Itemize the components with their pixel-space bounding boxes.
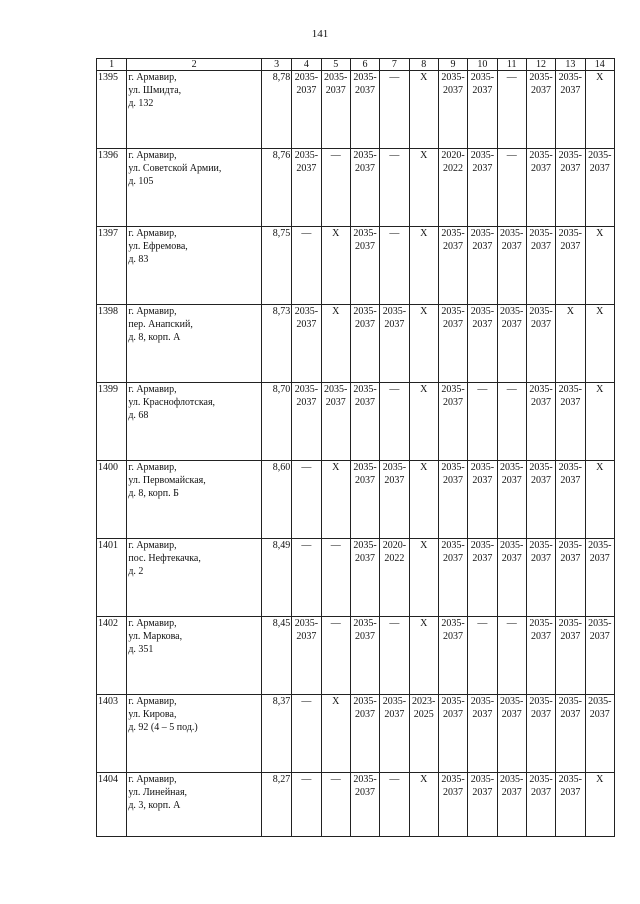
row-number: 1402	[97, 617, 127, 695]
period-cell: Х	[409, 773, 438, 837]
table-row	[97, 71, 615, 149]
registry-table	[96, 58, 615, 837]
period-cell: 2035- 2037	[438, 695, 467, 773]
period-cell: 2035- 2037	[468, 305, 497, 383]
value-cell: 8,75	[261, 227, 291, 305]
address-cell	[127, 773, 262, 837]
column-header: 7	[380, 59, 409, 71]
period-cell: 2035- 2037	[438, 461, 467, 539]
period-cell: 2035- 2037	[350, 149, 379, 227]
column-header: 12	[526, 59, 555, 71]
address-line: г. Армавир,	[128, 150, 177, 161]
period-cell: Х	[321, 227, 350, 305]
period-cell: Х	[409, 71, 438, 149]
period-cell: Х	[585, 305, 614, 383]
period-cell: 2035- 2037	[350, 305, 379, 383]
period-cell: 2035- 2037	[497, 227, 526, 305]
address-line: ул. Кирова,	[128, 709, 177, 720]
column-header: 11	[497, 59, 526, 71]
column-header: 9	[438, 59, 467, 71]
period-cell: 2035- 2037	[526, 695, 555, 773]
address-line: ул. Краснофлотская,	[128, 397, 216, 408]
table-row	[97, 227, 615, 305]
period-cell: Х	[585, 773, 614, 837]
period-cell: 2035- 2037	[526, 461, 555, 539]
address-line: г. Армавир,	[128, 384, 177, 395]
period-cell: Х	[409, 305, 438, 383]
period-cell: 2035- 2037	[468, 695, 497, 773]
address-cell	[127, 695, 262, 773]
address-line: ул. Маркова,	[128, 631, 183, 642]
period-cell: Х	[321, 305, 350, 383]
value-cell: 8,45	[261, 617, 291, 695]
period-cell: 2035- 2037	[380, 695, 409, 773]
period-cell: 2035- 2037	[556, 461, 585, 539]
period-cell: —	[321, 773, 350, 837]
table-row	[97, 773, 615, 837]
period-cell: —	[497, 617, 526, 695]
period-cell: 2035- 2037	[526, 383, 555, 461]
period-cell: 2035- 2037	[526, 617, 555, 695]
address-line: ул. Линейная,	[128, 787, 188, 798]
column-header: 1	[97, 59, 127, 71]
period-cell: Х	[409, 539, 438, 617]
period-cell: 2035- 2037	[556, 617, 585, 695]
period-cell: 2035- 2037	[497, 773, 526, 837]
table-row	[97, 149, 615, 227]
address-cell	[127, 539, 262, 617]
row-number: 1398	[97, 305, 127, 383]
period-cell: Х	[409, 227, 438, 305]
period-cell: 2035- 2037	[468, 227, 497, 305]
period-cell: —	[380, 617, 409, 695]
period-cell: 2035- 2037	[292, 383, 321, 461]
period-cell: —	[380, 71, 409, 149]
period-cell: —	[380, 773, 409, 837]
period-cell: Х	[409, 149, 438, 227]
period-cell: 2035- 2037	[438, 383, 467, 461]
value-cell: 8,76	[261, 149, 291, 227]
period-cell: 2035- 2037	[350, 773, 379, 837]
period-cell: 2035- 2037	[468, 149, 497, 227]
period-cell: 2035- 2037	[438, 617, 467, 695]
period-cell: 2020- 2022	[438, 149, 467, 227]
period-cell: 2035- 2037	[468, 461, 497, 539]
period-cell: —	[380, 383, 409, 461]
address-line: д. 92 (4 – 5 под.)	[128, 722, 198, 733]
period-cell: 2035- 2037	[556, 71, 585, 149]
period-cell: Х	[585, 71, 614, 149]
page-number: 141	[311, 28, 329, 40]
period-cell: 2035- 2037	[350, 227, 379, 305]
period-cell: Х	[585, 383, 614, 461]
value-cell: 8,73	[261, 305, 291, 383]
row-number: 1400	[97, 461, 127, 539]
period-cell: 2035- 2037	[585, 539, 614, 617]
period-cell: 2035- 2037	[350, 539, 379, 617]
column-header: 8	[409, 59, 438, 71]
period-cell: 2035- 2037	[526, 71, 555, 149]
period-cell: 2035- 2037	[468, 539, 497, 617]
period-cell: —	[497, 71, 526, 149]
address-line: г. Армавир,	[128, 228, 177, 239]
period-cell: 2035- 2037	[438, 773, 467, 837]
period-cell: —	[292, 773, 321, 837]
column-header: 14	[585, 59, 614, 71]
address-line: д. 68	[128, 410, 149, 421]
period-cell: Х	[321, 461, 350, 539]
period-cell: Х	[409, 617, 438, 695]
column-header: 10	[468, 59, 497, 71]
period-cell: 2035- 2037	[321, 383, 350, 461]
period-cell: 2035- 2037	[526, 227, 555, 305]
value-cell: 8,78	[261, 71, 291, 149]
period-cell: 2035- 2037	[556, 695, 585, 773]
address-cell	[127, 461, 262, 539]
period-cell: 2035- 2037	[350, 71, 379, 149]
address-line: д. 351	[128, 644, 154, 655]
table-row	[97, 383, 615, 461]
address-line: г. Армавир,	[128, 774, 177, 785]
address-line: г. Армавир,	[128, 696, 177, 707]
period-cell: 2035- 2037	[497, 305, 526, 383]
period-cell: 2023- 2025	[409, 695, 438, 773]
period-cell: 2035- 2037	[497, 695, 526, 773]
address-line: д. 2	[128, 566, 144, 577]
period-cell: 2035- 2037	[556, 383, 585, 461]
column-header: 5	[321, 59, 350, 71]
period-cell: —	[497, 149, 526, 227]
period-cell: —	[292, 695, 321, 773]
period-cell: 2035- 2037	[350, 461, 379, 539]
period-cell: Х	[556, 305, 585, 383]
address-line: г. Армавир,	[128, 540, 177, 551]
address-line: ул. Ефремова,	[128, 241, 188, 252]
address-line: д. 8, корп. А	[128, 332, 181, 343]
period-cell: Х	[409, 461, 438, 539]
period-cell: 2035- 2037	[292, 71, 321, 149]
address-cell	[127, 617, 262, 695]
column-header: 3	[261, 59, 291, 71]
period-cell: 2035- 2037	[350, 383, 379, 461]
period-cell: —	[321, 539, 350, 617]
address-line: д. 105	[128, 176, 154, 187]
period-cell: 2035- 2037	[526, 149, 555, 227]
address-line: ул. Шмидта,	[128, 85, 182, 96]
table-header-row	[97, 59, 615, 71]
period-cell: 2035- 2037	[556, 539, 585, 617]
period-cell: 2035- 2037	[380, 305, 409, 383]
value-cell: 8,49	[261, 539, 291, 617]
column-header: 4	[292, 59, 321, 71]
period-cell: —	[380, 149, 409, 227]
period-cell: 2035- 2037	[556, 773, 585, 837]
address-cell	[127, 227, 262, 305]
value-cell: 8,27	[261, 773, 291, 837]
period-cell: —	[292, 227, 321, 305]
period-cell: 2035- 2037	[468, 71, 497, 149]
period-cell: —	[468, 617, 497, 695]
period-cell: 2035- 2037	[585, 695, 614, 773]
period-cell: 2035- 2037	[556, 149, 585, 227]
row-number: 1397	[97, 227, 127, 305]
period-cell: 2035- 2037	[526, 305, 555, 383]
period-cell: Х	[585, 227, 614, 305]
row-number: 1399	[97, 383, 127, 461]
period-cell: Х	[321, 695, 350, 773]
column-header: 2	[127, 59, 262, 71]
value-cell: 8,37	[261, 695, 291, 773]
column-header: 6	[350, 59, 379, 71]
period-cell: 2035- 2037	[497, 539, 526, 617]
address-cell	[127, 383, 262, 461]
address-cell	[127, 149, 262, 227]
address-line: д. 132	[128, 98, 154, 109]
table-row	[97, 305, 615, 383]
value-cell: 8,60	[261, 461, 291, 539]
period-cell: —	[321, 617, 350, 695]
address-line: д. 3, корп. А	[128, 800, 181, 811]
period-cell: 2035- 2037	[438, 539, 467, 617]
row-number: 1395	[97, 71, 127, 149]
address-line: ул. Советской Армии,	[128, 163, 222, 174]
row-number: 1401	[97, 539, 127, 617]
period-cell: —	[497, 383, 526, 461]
period-cell: —	[292, 539, 321, 617]
period-cell: —	[468, 383, 497, 461]
column-header: 13	[556, 59, 585, 71]
period-cell: 2035- 2037	[438, 305, 467, 383]
table-row	[97, 461, 615, 539]
period-cell: 2035- 2037	[380, 461, 409, 539]
address-line: ул. Первомайская,	[128, 475, 206, 486]
address-line: д. 83	[128, 254, 149, 265]
period-cell: 2035- 2037	[438, 227, 467, 305]
row-number: 1403	[97, 695, 127, 773]
period-cell: 2035- 2037	[526, 539, 555, 617]
address-line: г. Армавир,	[128, 306, 177, 317]
period-cell: 2035- 2037	[585, 149, 614, 227]
period-cell: 2035- 2037	[350, 695, 379, 773]
period-cell: 2035- 2037	[438, 71, 467, 149]
table-row	[97, 617, 615, 695]
table-row	[97, 539, 615, 617]
table-row	[97, 695, 615, 773]
address-line: пос. Нефтекачка,	[128, 553, 201, 564]
address-line: пер. Анапский,	[128, 319, 193, 330]
period-cell: 2035- 2037	[292, 149, 321, 227]
period-cell: —	[380, 227, 409, 305]
period-cell: —	[292, 461, 321, 539]
period-cell: 2035- 2037	[292, 305, 321, 383]
address-cell	[127, 305, 262, 383]
period-cell: Х	[409, 383, 438, 461]
address-line: г. Армавир,	[128, 618, 177, 629]
period-cell: 2035- 2037	[585, 617, 614, 695]
period-cell: 2035- 2037	[292, 617, 321, 695]
row-number: 1396	[97, 149, 127, 227]
period-cell: 2035- 2037	[556, 227, 585, 305]
period-cell: 2035- 2037	[497, 461, 526, 539]
period-cell: 2020- 2022	[380, 539, 409, 617]
period-cell: 2035- 2037	[526, 773, 555, 837]
address-line: д. 8, корп. Б	[128, 488, 179, 499]
period-cell: —	[321, 149, 350, 227]
address-line: г. Армавир,	[128, 462, 177, 473]
period-cell: Х	[585, 461, 614, 539]
value-cell: 8,70	[261, 383, 291, 461]
period-cell: 2035- 2037	[321, 71, 350, 149]
address-cell	[127, 71, 262, 149]
row-number: 1404	[97, 773, 127, 837]
period-cell: 2035- 2037	[468, 773, 497, 837]
period-cell: 2035- 2037	[350, 617, 379, 695]
address-line: г. Армавир,	[128, 72, 177, 83]
